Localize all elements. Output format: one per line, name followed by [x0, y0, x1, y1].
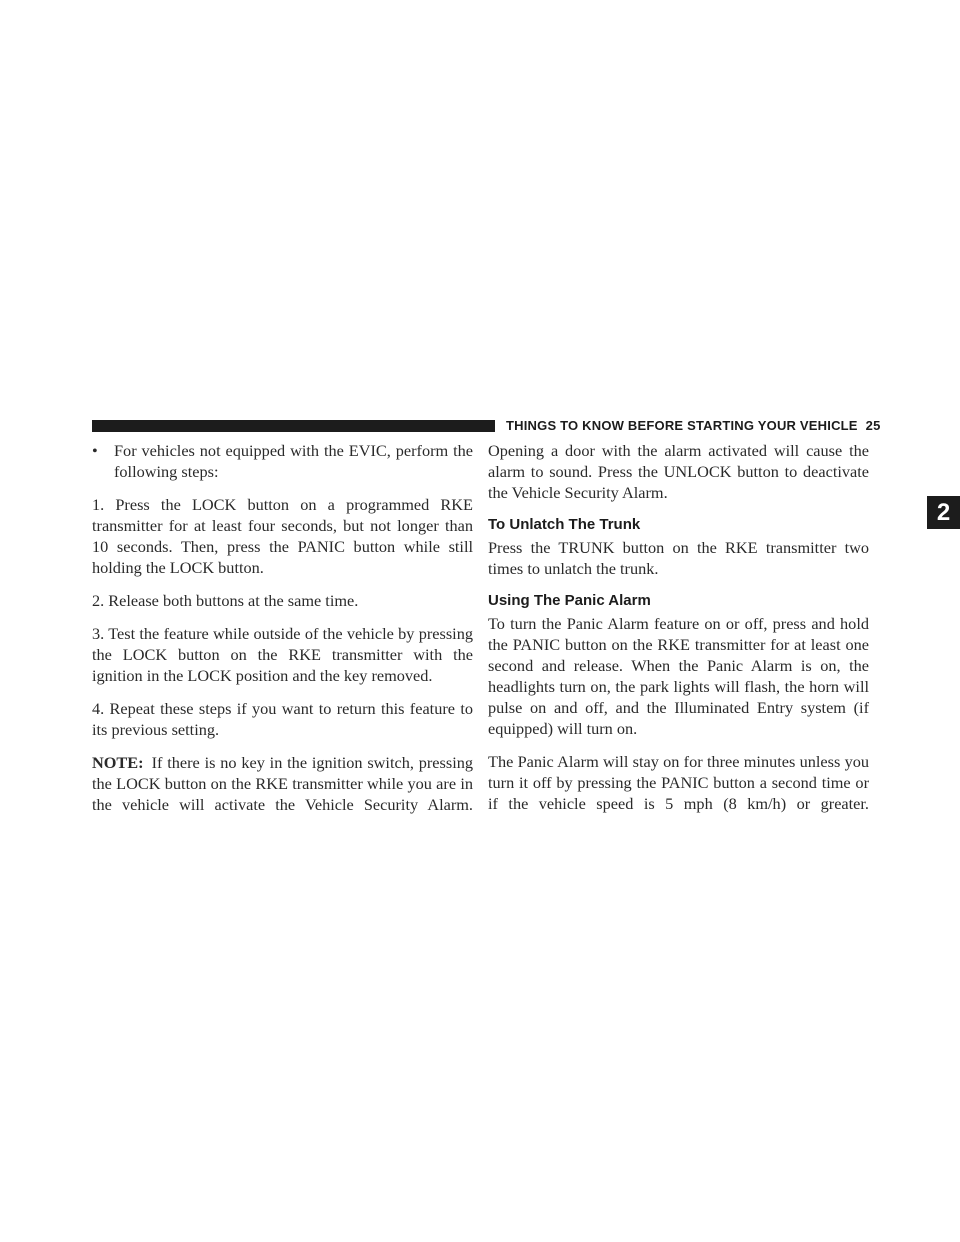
panic-text-2: The Panic Alarm will stay on for three minutes unless you turn it off by pressing the PANIC button a second time or if the vehicle speed is 5 mph (8 km/h) or greater. [488, 752, 869, 813]
step-4: 4. Repeat these steps if you want to return this feature to its previous setting. [92, 699, 473, 739]
right-column [488, 440, 869, 814]
step-1: 1. Press the LOCK button on a programmed RKE transmitter for at least four seconds, but not longer than 10 seconds. Then, press the PANIC button while still holding the LOCK button. [92, 495, 473, 577]
step-3: 3. Test the feature while outside of the vehicle by pressing the LOCK button on the RKE transmitter with the ignition in the LOCK position and the key removed. [92, 624, 473, 685]
chapter-tab: 2 [927, 496, 960, 529]
note-text: If there is no key in the ignition switch, pressing the LOCK button on the RKE transmitter while you are in the vehicle will activate the Vehicle Security Alarm. [92, 753, 473, 814]
running-header [506, 418, 881, 433]
panic-text-1: To turn the Panic Alarm feature on or off, press and hold the PANIC button on the RKE transmitter for at least one second and release. When the Panic Alarm is on, the headlights turn on, the park lights will flash, the horn will pulse on and off, and the Illuminated Entry system (if equipped) will turn on. [488, 614, 869, 738]
note-label: NOTE: [92, 753, 144, 772]
panic-heading: Using The Panic Alarm [488, 592, 651, 609]
bullet-text: For vehicles not equipped with the EVIC, perform the following steps: [114, 441, 473, 481]
page-number: 25 [865, 418, 881, 433]
header-rule [92, 420, 495, 432]
bullet-item [92, 440, 473, 482]
note-paragraph [92, 752, 473, 815]
step-2: 2. Release both buttons at the same time. [92, 591, 359, 610]
bullet-icon: • [92, 441, 98, 460]
trunk-text: Press the TRUNK button on the RKE transmitter two times to unlatch the trunk. [488, 538, 869, 578]
left-column [92, 440, 473, 815]
alarm-intro: Opening a door with the alarm activated will cause the alarm to sound. Press the UNLOCK button to deactivate the Vehicle Security Alarm. [488, 441, 869, 502]
trunk-heading: To Unlatch The Trunk [488, 516, 641, 533]
section-title: THINGS TO KNOW BEFORE STARTING YOUR VEHICLE [506, 418, 858, 433]
